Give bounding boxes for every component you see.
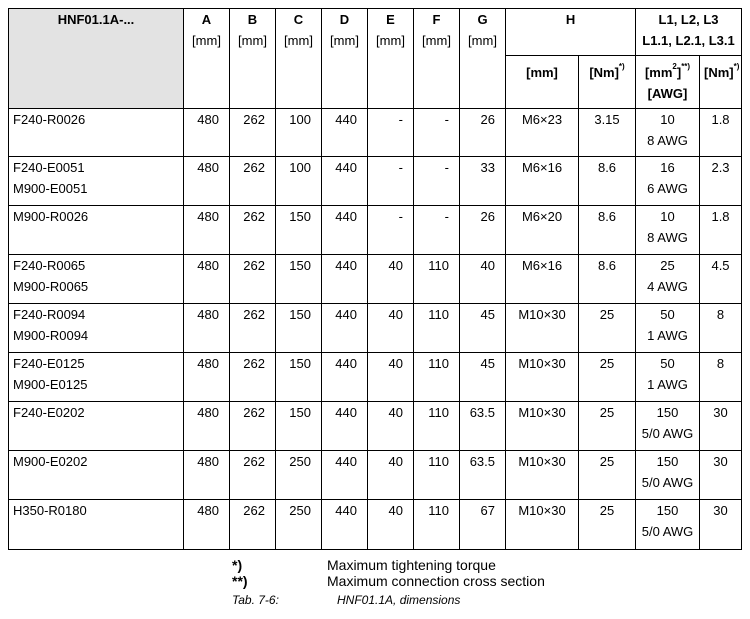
col-header-f: F [mm]	[414, 9, 460, 109]
cell-a: 480	[184, 109, 230, 157]
cell-b: 262	[230, 157, 276, 206]
cell-h-nm: 25	[579, 451, 636, 500]
cell-h-nm: 3.15	[579, 109, 636, 157]
table-row	[9, 402, 742, 451]
model-name: F240-E0125	[13, 356, 85, 371]
cell-h-nm: 8.6	[579, 206, 636, 255]
cell-d: 440	[322, 255, 368, 304]
cell-l-nm: 30	[700, 451, 742, 500]
model-name: F240-R0094	[13, 307, 86, 322]
cell-f: 110	[414, 451, 460, 500]
cell-l-nm: 30	[700, 402, 742, 451]
cell-b: 262	[230, 206, 276, 255]
cell-e: 40	[368, 353, 414, 402]
model-name: M900-E0202	[13, 454, 88, 469]
cell-a: 480	[184, 500, 230, 550]
col-header-a: A [mm]	[184, 9, 230, 109]
cell-h-nm: 8.6	[579, 157, 636, 206]
cell-g: 26	[460, 206, 506, 255]
cell-c: 150	[276, 353, 322, 402]
model-cell	[9, 500, 184, 550]
cell-a: 480	[184, 206, 230, 255]
footnote: **) Maximum connection cross section	[232, 573, 545, 589]
model-name: F240-E0051	[13, 160, 85, 175]
cell-b: 262	[230, 500, 276, 550]
model-cell	[9, 304, 184, 353]
col-header-e: E [mm]	[368, 9, 414, 109]
cell-l-cross-section: 50 1 AWG	[636, 353, 700, 402]
cell-h-mm: M10×30	[506, 353, 579, 402]
cell-h-mm: M10×30	[506, 451, 579, 500]
cell-h-mm: M10×30	[506, 304, 579, 353]
model-name: F240-R0065	[13, 258, 86, 273]
cell-h-mm: M6×16	[506, 255, 579, 304]
cell-e: 40	[368, 500, 414, 550]
cell-g: 63.5	[460, 451, 506, 500]
col-group-l: L1, L2, L3 L1.1, L2.1, L3.1	[636, 9, 742, 56]
cell-e: -	[368, 109, 414, 157]
model-cell	[9, 402, 184, 451]
dimensions-table	[8, 8, 742, 550]
col-header-d: D [mm]	[322, 9, 368, 109]
model-cell	[9, 157, 184, 206]
cell-h-nm: 25	[579, 402, 636, 451]
cell-h-nm: 25	[579, 500, 636, 550]
cell-h-nm: 8.6	[579, 255, 636, 304]
cell-l-nm: 30	[700, 500, 742, 550]
cell-b: 262	[230, 353, 276, 402]
cell-l-cross-section: 150 5/0 AWG	[636, 500, 700, 550]
cell-l-nm: 2.3	[700, 157, 742, 206]
cell-l-cross-section: 150 5/0 AWG	[636, 451, 700, 500]
col-header-g: G [mm]	[460, 9, 506, 109]
cell-b: 262	[230, 255, 276, 304]
cell-e: 40	[368, 451, 414, 500]
col-header-c: C [mm]	[276, 9, 322, 109]
cell-h-mm: M10×30	[506, 402, 579, 451]
cell-h-mm: M10×30	[506, 500, 579, 550]
cell-e: 40	[368, 255, 414, 304]
model-name: H350-R0180	[13, 503, 87, 518]
model-name: M900-R0094	[13, 328, 89, 343]
col-header-b: B [mm]	[230, 9, 276, 109]
cell-l-nm: 8	[700, 353, 742, 402]
h-unit-nm: [Nm]*)	[579, 56, 636, 109]
cell-c: 150	[276, 402, 322, 451]
cell-l-cross-section: 25 4 AWG	[636, 255, 700, 304]
model-name: M900-R0065	[13, 279, 89, 294]
cell-h-mm: M6×20	[506, 206, 579, 255]
cell-d: 440	[322, 206, 368, 255]
cell-l-nm: 8	[700, 304, 742, 353]
l-unit-nm: [Nm]*)	[700, 56, 742, 109]
cell-a: 480	[184, 255, 230, 304]
cell-f: 110	[414, 500, 460, 550]
cell-l-cross-section: 50 1 AWG	[636, 304, 700, 353]
cell-e: -	[368, 206, 414, 255]
cell-f: 110	[414, 402, 460, 451]
cell-b: 262	[230, 402, 276, 451]
cell-h-nm: 25	[579, 353, 636, 402]
cell-d: 440	[322, 500, 368, 550]
cell-g: 45	[460, 304, 506, 353]
model-cell	[9, 353, 184, 402]
model-cell	[9, 255, 184, 304]
cell-c: 250	[276, 451, 322, 500]
corner-header: HNF01.1A-...	[9, 9, 184, 109]
cell-g: 45	[460, 353, 506, 402]
cell-l-nm: 1.8	[700, 109, 742, 157]
model-name: F240-R0026	[13, 112, 86, 127]
table-row	[9, 109, 742, 157]
cell-b: 262	[230, 109, 276, 157]
cell-g: 33	[460, 157, 506, 206]
cell-c: 150	[276, 255, 322, 304]
cell-b: 262	[230, 451, 276, 500]
cell-l-cross-section: 16 6 AWG	[636, 157, 700, 206]
cell-l-cross-section: 10 8 AWG	[636, 206, 700, 255]
cell-f: -	[414, 206, 460, 255]
cell-d: 440	[322, 353, 368, 402]
cell-g: 63.5	[460, 402, 506, 451]
cell-f: 110	[414, 304, 460, 353]
col-group-h: H	[506, 9, 636, 56]
cell-e: -	[368, 157, 414, 206]
cell-e: 40	[368, 304, 414, 353]
table-row	[9, 255, 742, 304]
cell-c: 150	[276, 304, 322, 353]
cell-a: 480	[184, 402, 230, 451]
cell-a: 480	[184, 157, 230, 206]
table-row	[9, 353, 742, 402]
cell-g: 26	[460, 109, 506, 157]
cell-l-nm: 1.8	[700, 206, 742, 255]
cell-a: 480	[184, 304, 230, 353]
cell-f: 110	[414, 353, 460, 402]
cell-d: 440	[322, 402, 368, 451]
cell-a: 480	[184, 353, 230, 402]
cell-l-cross-section: 10 8 AWG	[636, 109, 700, 157]
cell-c: 100	[276, 109, 322, 157]
table-row	[9, 500, 742, 550]
cell-a: 480	[184, 451, 230, 500]
header-row-1	[9, 9, 742, 56]
cell-d: 440	[322, 304, 368, 353]
table-row	[9, 157, 742, 206]
footnotes	[232, 557, 545, 589]
model-name: M900-E0051	[13, 181, 88, 196]
footnote: *) Maximum tightening torque	[232, 557, 496, 573]
cell-f: -	[414, 157, 460, 206]
table-caption: Tab. 7-6: HNF01.1A, dimensions	[232, 593, 461, 607]
cell-c: 150	[276, 206, 322, 255]
model-name: F240-E0202	[13, 405, 85, 420]
cell-l-cross-section: 150 5/0 AWG	[636, 402, 700, 451]
l-unit-cross-section: $[mm^2]^{**)}$ [AWG]	[636, 56, 700, 109]
model-cell	[9, 451, 184, 500]
h-unit-mm: [mm]	[506, 56, 579, 109]
cell-h-mm: M6×23	[506, 109, 579, 157]
model-cell	[9, 109, 184, 157]
table-row	[9, 451, 742, 500]
cell-f: 110	[414, 255, 460, 304]
cell-d: 440	[322, 109, 368, 157]
cell-h-nm: 25	[579, 304, 636, 353]
cell-e: 40	[368, 402, 414, 451]
table-row	[9, 304, 742, 353]
table-row	[9, 206, 742, 255]
cell-c: 100	[276, 157, 322, 206]
cell-c: 250	[276, 500, 322, 550]
cell-h-mm: M6×16	[506, 157, 579, 206]
model-name: M900-E0125	[13, 377, 88, 392]
cell-b: 262	[230, 304, 276, 353]
cell-f: -	[414, 109, 460, 157]
cell-g: 67	[460, 500, 506, 550]
cell-d: 440	[322, 451, 368, 500]
model-cell	[9, 206, 184, 255]
cell-l-nm: 4.5	[700, 255, 742, 304]
cell-g: 40	[460, 255, 506, 304]
cell-d: 440	[322, 157, 368, 206]
model-name: M900-R0026	[13, 209, 89, 224]
